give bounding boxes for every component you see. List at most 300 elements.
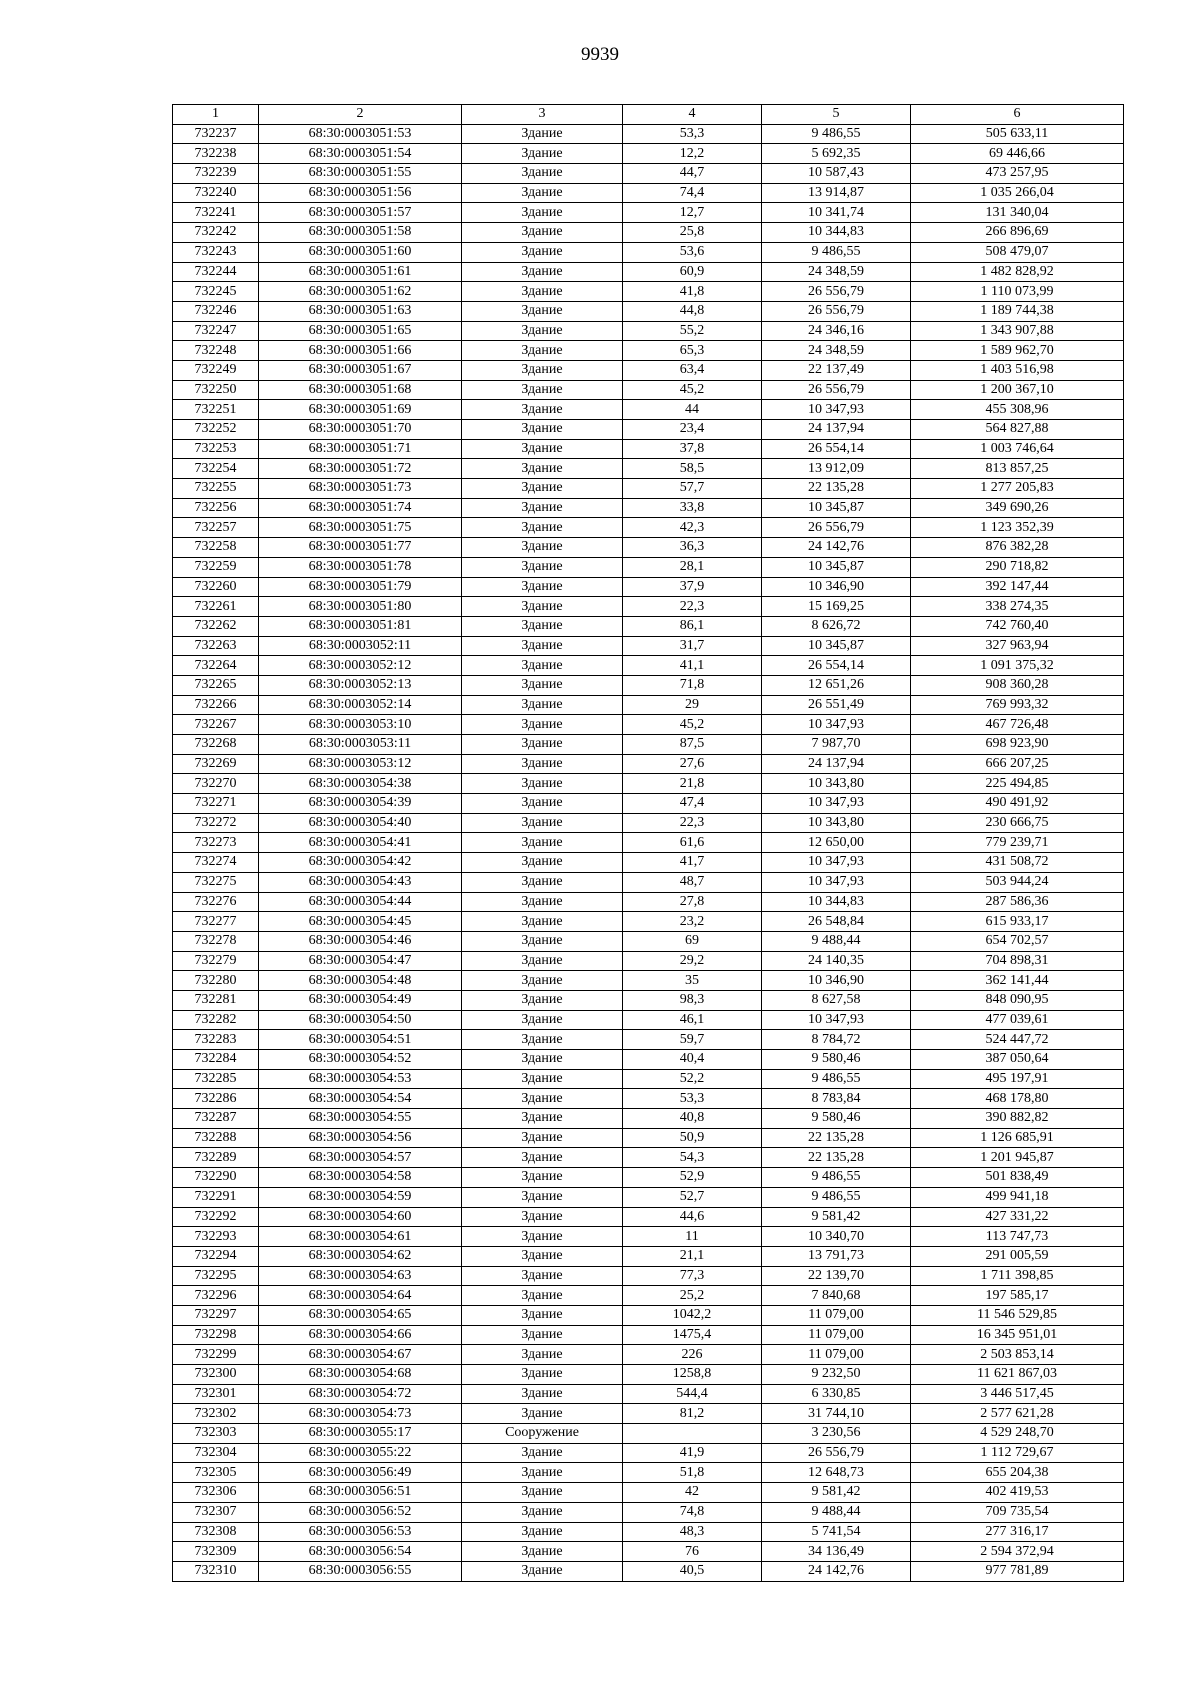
area-cell: 23,4	[623, 420, 762, 440]
row-number-cell: 732259	[173, 557, 259, 577]
unit-value-cell: 10 347,93	[762, 1010, 911, 1030]
object-type-cell: Здание	[462, 1305, 623, 1325]
cadastral-number-cell: 68:30:0003054:73	[259, 1404, 462, 1424]
object-type-cell: Здание	[462, 1050, 623, 1070]
cadastral-number-cell: 68:30:0003054:54	[259, 1089, 462, 1109]
unit-value-cell: 13 914,87	[762, 183, 911, 203]
object-type-cell: Здание	[462, 262, 623, 282]
object-type-cell: Здание	[462, 557, 623, 577]
table-row	[173, 1207, 1124, 1227]
cadastral-number-cell: 68:30:0003051:70	[259, 420, 462, 440]
table-row	[173, 203, 1124, 223]
object-type-cell: Здание	[462, 813, 623, 833]
cadastral-number-cell: 68:30:0003054:47	[259, 951, 462, 971]
row-number-cell: 732278	[173, 931, 259, 951]
area-cell: 53,3	[623, 1089, 762, 1109]
cadastral-number-cell: 68:30:0003051:66	[259, 341, 462, 361]
cadastral-value-cell: 876 382,28	[911, 538, 1124, 558]
object-type-cell: Здание	[462, 577, 623, 597]
unit-value-cell: 9 581,42	[762, 1483, 911, 1503]
cadastral-value-cell: 473 257,95	[911, 164, 1124, 184]
cadastral-value-cell: 131 340,04	[911, 203, 1124, 223]
cadastral-value-cell: 362 141,44	[911, 971, 1124, 991]
table-row	[173, 1089, 1124, 1109]
cadastral-value-cell: 655 204,38	[911, 1463, 1124, 1483]
unit-value-cell: 11 079,00	[762, 1345, 911, 1365]
unit-value-cell: 10 347,93	[762, 853, 911, 873]
row-number-cell: 732239	[173, 164, 259, 184]
row-number-cell: 732265	[173, 675, 259, 695]
row-number-cell: 732289	[173, 1148, 259, 1168]
cadastral-value-cell: 1 589 962,70	[911, 341, 1124, 361]
area-cell: 37,9	[623, 577, 762, 597]
row-number-cell: 732284	[173, 1050, 259, 1070]
unit-value-cell: 26 556,79	[762, 518, 911, 538]
table-row	[173, 459, 1124, 479]
unit-value-cell: 11 079,00	[762, 1325, 911, 1345]
cadastral-number-cell: 68:30:0003054:41	[259, 833, 462, 853]
row-number-cell: 732292	[173, 1207, 259, 1227]
table-row	[173, 754, 1124, 774]
area-cell: 61,6	[623, 833, 762, 853]
unit-value-cell: 7 840,68	[762, 1286, 911, 1306]
unit-value-cell: 7 987,70	[762, 735, 911, 755]
cadastral-value-cell: 490 491,92	[911, 794, 1124, 814]
table-row	[173, 1227, 1124, 1247]
row-number-cell: 732261	[173, 597, 259, 617]
table-row	[173, 577, 1124, 597]
row-number-cell: 732271	[173, 794, 259, 814]
cadastral-value-cell: 11 546 529,85	[911, 1305, 1124, 1325]
row-number-cell: 732267	[173, 715, 259, 735]
object-type-cell: Здание	[462, 1246, 623, 1266]
unit-value-cell: 26 556,79	[762, 1443, 911, 1463]
area-cell: 42,3	[623, 518, 762, 538]
cadastral-value-cell: 390 882,82	[911, 1109, 1124, 1129]
object-type-cell: Здание	[462, 1561, 623, 1581]
unit-value-cell: 10 346,90	[762, 971, 911, 991]
cadastral-value-cell: 615 933,17	[911, 912, 1124, 932]
row-number-cell: 732255	[173, 479, 259, 499]
table-row	[173, 242, 1124, 262]
cadastral-number-cell: 68:30:0003054:50	[259, 1010, 462, 1030]
object-type-cell: Здание	[462, 459, 623, 479]
object-type-cell: Здание	[462, 1365, 623, 1385]
area-cell: 40,8	[623, 1109, 762, 1129]
cadastral-value-cell: 1 110 073,99	[911, 282, 1124, 302]
cadastral-number-cell: 68:30:0003052:11	[259, 636, 462, 656]
cadastral-value-cell: 266 896,69	[911, 223, 1124, 243]
cadastral-number-cell: 68:30:0003051:65	[259, 321, 462, 341]
cadastral-number-cell: 68:30:0003054:58	[259, 1168, 462, 1188]
area-cell	[623, 1424, 762, 1444]
object-type-cell: Здание	[462, 853, 623, 873]
object-type-cell: Здание	[462, 1089, 623, 1109]
cadastral-number-cell: 68:30:0003056:52	[259, 1502, 462, 1522]
object-type-cell: Здание	[462, 794, 623, 814]
area-cell: 25,8	[623, 223, 762, 243]
cadastral-value-cell: 1 091 375,32	[911, 656, 1124, 676]
unit-value-cell: 9 580,46	[762, 1109, 911, 1129]
cadastral-value-cell: 1 201 945,87	[911, 1148, 1124, 1168]
cadastral-number-cell: 68:30:0003054:39	[259, 794, 462, 814]
table-row	[173, 1030, 1124, 1050]
unit-value-cell: 9 488,44	[762, 1502, 911, 1522]
unit-value-cell: 5 741,54	[762, 1522, 911, 1542]
row-number-cell: 732256	[173, 498, 259, 518]
cadastral-number-cell: 68:30:0003051:78	[259, 557, 462, 577]
cadastral-number-cell: 68:30:0003051:60	[259, 242, 462, 262]
table-row	[173, 360, 1124, 380]
area-cell: 59,7	[623, 1030, 762, 1050]
unit-value-cell: 22 139,70	[762, 1266, 911, 1286]
cadastral-value-cell: 349 690,26	[911, 498, 1124, 518]
unit-value-cell: 26 556,79	[762, 282, 911, 302]
cadastral-number-cell: 68:30:0003054:56	[259, 1128, 462, 1148]
object-type-cell: Здание	[462, 124, 623, 144]
cadastral-number-cell: 68:30:0003051:80	[259, 597, 462, 617]
cadastral-value-cell: 1 035 266,04	[911, 183, 1124, 203]
cadastral-value-cell: 709 735,54	[911, 1502, 1124, 1522]
column-header: 1	[173, 105, 259, 125]
cadastral-number-cell: 68:30:0003054:48	[259, 971, 462, 991]
unit-value-cell: 9 580,46	[762, 1050, 911, 1070]
table-row	[173, 853, 1124, 873]
row-number-cell: 732310	[173, 1561, 259, 1581]
object-type-cell: Здание	[462, 1522, 623, 1542]
cadastral-number-cell: 68:30:0003054:60	[259, 1207, 462, 1227]
cadastral-value-cell: 503 944,24	[911, 872, 1124, 892]
unit-value-cell: 10 347,93	[762, 715, 911, 735]
table-row	[173, 990, 1124, 1010]
area-cell: 44	[623, 400, 762, 420]
object-type-cell: Здание	[462, 990, 623, 1010]
cadastral-value-cell: 392 147,44	[911, 577, 1124, 597]
unit-value-cell: 26 551,49	[762, 695, 911, 715]
cadastral-number-cell: 68:30:0003056:54	[259, 1542, 462, 1562]
table-row	[173, 695, 1124, 715]
unit-value-cell: 9 486,55	[762, 1069, 911, 1089]
cadastral-number-cell: 68:30:0003052:13	[259, 675, 462, 695]
cadastral-value-cell: 505 633,11	[911, 124, 1124, 144]
unit-value-cell: 5 692,35	[762, 144, 911, 164]
cadastral-value-cell: 230 666,75	[911, 813, 1124, 833]
cadastral-number-cell: 68:30:0003053:10	[259, 715, 462, 735]
area-cell: 65,3	[623, 341, 762, 361]
object-type-cell: Здание	[462, 971, 623, 991]
unit-value-cell: 24 137,94	[762, 754, 911, 774]
unit-value-cell: 10 344,83	[762, 223, 911, 243]
cadastral-number-cell: 68:30:0003051:68	[259, 380, 462, 400]
unit-value-cell: 22 137,49	[762, 360, 911, 380]
area-cell: 57,7	[623, 479, 762, 499]
cadastral-number-cell: 68:30:0003054:46	[259, 931, 462, 951]
row-number-cell: 732298	[173, 1325, 259, 1345]
object-type-cell: Здание	[462, 1109, 623, 1129]
object-type-cell: Здание	[462, 1502, 623, 1522]
cadastral-value-cell: 477 039,61	[911, 1010, 1124, 1030]
cadastral-value-cell: 495 197,91	[911, 1069, 1124, 1089]
cadastral-value-cell: 704 898,31	[911, 951, 1124, 971]
table-row	[173, 1246, 1124, 1266]
table-row	[173, 813, 1124, 833]
unit-value-cell: 31 744,10	[762, 1404, 911, 1424]
area-cell: 28,1	[623, 557, 762, 577]
cadastral-number-cell: 68:30:0003054:57	[259, 1148, 462, 1168]
area-cell: 45,2	[623, 380, 762, 400]
unit-value-cell: 10 346,90	[762, 577, 911, 597]
cadastral-number-cell: 68:30:0003051:75	[259, 518, 462, 538]
cadastral-number-cell: 68:30:0003051:73	[259, 479, 462, 499]
object-type-cell: Здание	[462, 420, 623, 440]
cadastral-number-cell: 68:30:0003051:69	[259, 400, 462, 420]
table-header-row	[173, 105, 1124, 125]
data-table	[172, 104, 1124, 1582]
unit-value-cell: 13 791,73	[762, 1246, 911, 1266]
table-row	[173, 1286, 1124, 1306]
object-type-cell: Здание	[462, 1286, 623, 1306]
row-number-cell: 732304	[173, 1443, 259, 1463]
area-cell: 53,6	[623, 242, 762, 262]
cadastral-number-cell: 68:30:0003051:58	[259, 223, 462, 243]
area-cell: 52,7	[623, 1187, 762, 1207]
object-type-cell: Здание	[462, 1187, 623, 1207]
unit-value-cell: 10 344,83	[762, 892, 911, 912]
unit-value-cell: 10 345,87	[762, 557, 911, 577]
table-row	[173, 1187, 1124, 1207]
table-row	[173, 321, 1124, 341]
area-cell: 48,3	[623, 1522, 762, 1542]
area-cell: 46,1	[623, 1010, 762, 1030]
cadastral-value-cell: 4 529 248,70	[911, 1424, 1124, 1444]
object-type-cell: Здание	[462, 754, 623, 774]
area-cell: 74,4	[623, 183, 762, 203]
cadastral-number-cell: 68:30:0003054:66	[259, 1325, 462, 1345]
cadastral-number-cell: 68:30:0003056:53	[259, 1522, 462, 1542]
area-cell: 1475,4	[623, 1325, 762, 1345]
unit-value-cell: 24 140,35	[762, 951, 911, 971]
object-type-cell: Здание	[462, 892, 623, 912]
unit-value-cell: 26 556,79	[762, 380, 911, 400]
area-cell: 29	[623, 695, 762, 715]
area-cell: 63,4	[623, 360, 762, 380]
object-type-cell: Здание	[462, 912, 623, 932]
table-row	[173, 400, 1124, 420]
area-cell: 44,8	[623, 301, 762, 321]
row-number-cell: 732260	[173, 577, 259, 597]
row-number-cell: 732238	[173, 144, 259, 164]
row-number-cell: 732299	[173, 1345, 259, 1365]
table-row	[173, 1069, 1124, 1089]
area-cell: 36,3	[623, 538, 762, 558]
cadastral-number-cell: 68:30:0003051:54	[259, 144, 462, 164]
area-cell: 45,2	[623, 715, 762, 735]
unit-value-cell: 10 341,74	[762, 203, 911, 223]
table-row	[173, 538, 1124, 558]
cadastral-value-cell: 698 923,90	[911, 735, 1124, 755]
table-body	[173, 124, 1124, 1581]
unit-value-cell: 9 488,44	[762, 931, 911, 951]
cadastral-number-cell: 68:30:0003054:61	[259, 1227, 462, 1247]
row-number-cell: 732288	[173, 1128, 259, 1148]
object-type-cell: Здание	[462, 223, 623, 243]
cadastral-number-cell: 68:30:0003051:77	[259, 538, 462, 558]
row-number-cell: 732297	[173, 1305, 259, 1325]
area-cell: 50,9	[623, 1128, 762, 1148]
object-type-cell: Здание	[462, 774, 623, 794]
area-cell: 51,8	[623, 1463, 762, 1483]
cadastral-value-cell: 16 345 951,01	[911, 1325, 1124, 1345]
unit-value-cell: 9 232,50	[762, 1365, 911, 1385]
table-row	[173, 833, 1124, 853]
row-number-cell: 732302	[173, 1404, 259, 1424]
area-cell: 44,7	[623, 164, 762, 184]
cadastral-number-cell: 68:30:0003051:57	[259, 203, 462, 223]
cadastral-number-cell: 68:30:0003053:12	[259, 754, 462, 774]
cadastral-number-cell: 68:30:0003051:79	[259, 577, 462, 597]
area-cell: 76	[623, 1542, 762, 1562]
unit-value-cell: 10 347,93	[762, 872, 911, 892]
cadastral-value-cell: 11 621 867,03	[911, 1365, 1124, 1385]
row-number-cell: 732254	[173, 459, 259, 479]
table-row	[173, 1128, 1124, 1148]
cadastral-value-cell: 1 277 205,83	[911, 479, 1124, 499]
cadastral-value-cell: 769 993,32	[911, 695, 1124, 715]
cadastral-number-cell: 68:30:0003051:63	[259, 301, 462, 321]
unit-value-cell: 13 912,09	[762, 459, 911, 479]
unit-value-cell: 9 486,55	[762, 242, 911, 262]
area-cell: 35	[623, 971, 762, 991]
row-number-cell: 732266	[173, 695, 259, 715]
cadastral-number-cell: 68:30:0003054:59	[259, 1187, 462, 1207]
area-cell: 71,8	[623, 675, 762, 695]
cadastral-value-cell: 1 403 516,98	[911, 360, 1124, 380]
table-row	[173, 439, 1124, 459]
row-number-cell: 732241	[173, 203, 259, 223]
area-cell: 40,4	[623, 1050, 762, 1070]
area-cell: 40,5	[623, 1561, 762, 1581]
cadastral-value-cell: 113 747,73	[911, 1227, 1124, 1247]
area-cell: 81,2	[623, 1404, 762, 1424]
cadastral-number-cell: 68:30:0003056:51	[259, 1483, 462, 1503]
cadastral-number-cell: 68:30:0003054:62	[259, 1246, 462, 1266]
object-type-cell: Здание	[462, 872, 623, 892]
cadastral-number-cell: 68:30:0003054:67	[259, 1345, 462, 1365]
unit-value-cell: 24 137,94	[762, 420, 911, 440]
area-cell: 33,8	[623, 498, 762, 518]
cadastral-value-cell: 1 123 352,39	[911, 518, 1124, 538]
unit-value-cell: 3 230,56	[762, 1424, 911, 1444]
area-cell: 52,9	[623, 1168, 762, 1188]
object-type-cell: Здание	[462, 164, 623, 184]
object-type-cell: Здание	[462, 1325, 623, 1345]
cadastral-value-cell: 813 857,25	[911, 459, 1124, 479]
row-number-cell: 732244	[173, 262, 259, 282]
table-row	[173, 1384, 1124, 1404]
cadastral-number-cell: 68:30:0003053:11	[259, 735, 462, 755]
unit-value-cell: 26 554,14	[762, 656, 911, 676]
cadastral-number-cell: 68:30:0003054:51	[259, 1030, 462, 1050]
table-row	[173, 971, 1124, 991]
cadastral-value-cell: 1 711 398,85	[911, 1266, 1124, 1286]
row-number-cell: 732253	[173, 439, 259, 459]
cadastral-number-cell: 68:30:0003052:14	[259, 695, 462, 715]
table-row	[173, 1483, 1124, 1503]
cadastral-value-cell: 742 760,40	[911, 616, 1124, 636]
table-row	[173, 1345, 1124, 1365]
row-number-cell: 732283	[173, 1030, 259, 1050]
row-number-cell: 732257	[173, 518, 259, 538]
object-type-cell: Здание	[462, 282, 623, 302]
table-row	[173, 656, 1124, 676]
table-row	[173, 1365, 1124, 1385]
area-cell: 55,2	[623, 321, 762, 341]
unit-value-cell: 8 784,72	[762, 1030, 911, 1050]
row-number-cell: 732258	[173, 538, 259, 558]
table-row	[173, 1168, 1124, 1188]
row-number-cell: 732245	[173, 282, 259, 302]
area-cell: 31,7	[623, 636, 762, 656]
object-type-cell: Здание	[462, 735, 623, 755]
table-row	[173, 144, 1124, 164]
unit-value-cell: 11 079,00	[762, 1305, 911, 1325]
unit-value-cell: 24 348,59	[762, 341, 911, 361]
row-number-cell: 732246	[173, 301, 259, 321]
unit-value-cell: 26 548,84	[762, 912, 911, 932]
cadastral-number-cell: 68:30:0003051:55	[259, 164, 462, 184]
unit-value-cell: 26 554,14	[762, 439, 911, 459]
table-row	[173, 380, 1124, 400]
row-number-cell: 732307	[173, 1502, 259, 1522]
cadastral-value-cell: 69 446,66	[911, 144, 1124, 164]
table-row	[173, 183, 1124, 203]
cadastral-number-cell: 68:30:0003054:65	[259, 1305, 462, 1325]
cadastral-number-cell: 68:30:0003051:81	[259, 616, 462, 636]
object-type-cell: Здание	[462, 715, 623, 735]
object-type-cell: Здание	[462, 203, 623, 223]
table-row	[173, 124, 1124, 144]
table-row	[173, 636, 1124, 656]
area-cell: 23,2	[623, 912, 762, 932]
area-cell: 11	[623, 1227, 762, 1247]
object-type-cell: Здание	[462, 1148, 623, 1168]
column-header: 5	[762, 105, 911, 125]
object-type-cell: Сооружение	[462, 1424, 623, 1444]
object-type-cell: Здание	[462, 1128, 623, 1148]
column-header: 4	[623, 105, 762, 125]
object-type-cell: Здание	[462, 479, 623, 499]
unit-value-cell: 24 346,16	[762, 321, 911, 341]
unit-value-cell: 12 650,00	[762, 833, 911, 853]
cadastral-number-cell: 68:30:0003056:49	[259, 1463, 462, 1483]
table-row	[173, 794, 1124, 814]
table-row	[173, 1305, 1124, 1325]
object-type-cell: Здание	[462, 675, 623, 695]
unit-value-cell: 12 651,26	[762, 675, 911, 695]
cadastral-number-cell: 68:30:0003056:55	[259, 1561, 462, 1581]
cadastral-value-cell: 2 503 853,14	[911, 1345, 1124, 1365]
cadastral-value-cell: 287 586,36	[911, 892, 1124, 912]
unit-value-cell: 10 347,93	[762, 400, 911, 420]
row-number-cell: 732240	[173, 183, 259, 203]
cadastral-value-cell: 1 003 746,64	[911, 439, 1124, 459]
area-cell: 42	[623, 1483, 762, 1503]
row-number-cell: 732277	[173, 912, 259, 932]
object-type-cell: Здание	[462, 616, 623, 636]
column-header: 6	[911, 105, 1124, 125]
object-type-cell: Здание	[462, 636, 623, 656]
row-number-cell: 732285	[173, 1069, 259, 1089]
